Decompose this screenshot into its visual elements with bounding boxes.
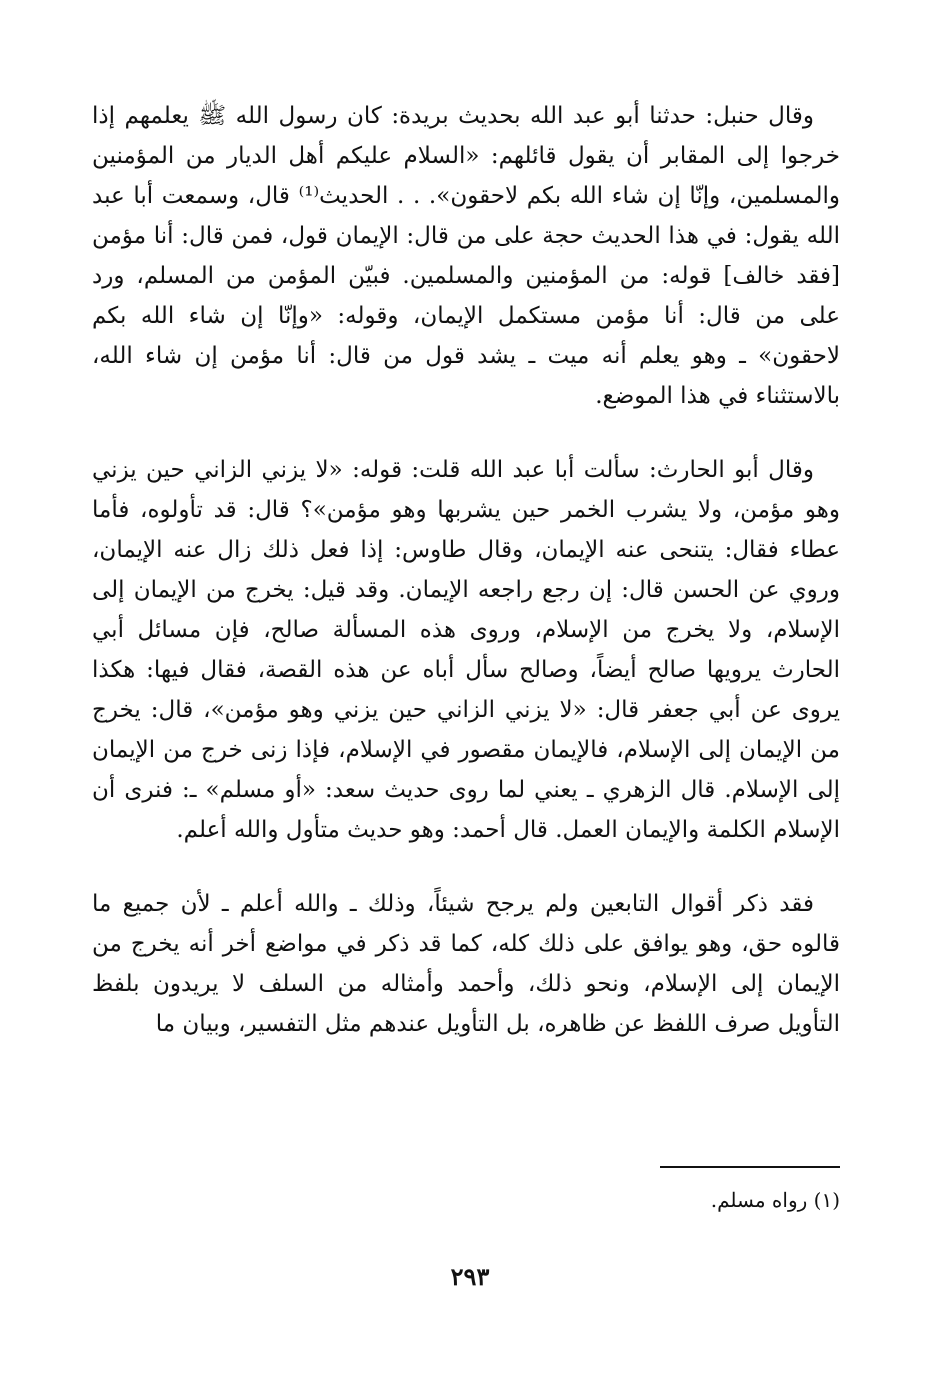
page-number: ٢٩٣	[450, 1262, 490, 1291]
paragraph-spacer	[92, 850, 840, 884]
footnote-separator	[660, 1166, 840, 1168]
footnote: (١) رواه مسلم.	[710, 1188, 840, 1212]
paragraph-hanbal: وقال حنبل: حدثنا أبو عبد الله بحديث بريدة: كان رسول الله ﷺ يعلمهم إذا خرجوا إلى المقابر أن يقول قائلهم: «السلام عليكم أهل الديار من المؤمنين والمسلمين، وإنّا إن شاء الله بكم لاحقون». . . الحديث⁽¹⁾ قال، وسمعت أبا عبد الله يقول: في هذا الحديث حجة على من قال: الإيمان قول، فمن قال: أنا مؤمن [فقد خالف] قوله: من المؤمنين والمسلمين. فبيّن المؤمن من المسلم، ورد على من قال: أنا مؤمن مستكمل الإيمان، وقوله: «وإنّا إن شاء الله بكم لاحقون» ـ وهو يعلم أنه ميت ـ يشد قول من قال: أنا مؤمن إن شاء الله، بالاستثناء في هذا الموضع.	[92, 103, 840, 409]
paragraph-spacer	[92, 416, 840, 450]
paragraph-abu-al-harith: وقال أبو الحارث: سألت أبا عبد الله قلت: قوله: «لا يزني الزاني حين يزني وهو مؤمن، ولا يشرب الخمر حين يشربها وهو مؤمن»؟ قال: قد تأولوه، فأما عطاء فقال: يتنحى عنه الإيمان، وقال طاوس: إذا فعل ذلك زال عنه الإيمان، وروي عن الحسن قال: إن رجع راجعه الإيمان. وقد قيل: يخرج من الإيمان إلى الإسلام، ولا يخرج من الإسلام، وروى هذه المسألة صالح، فإن مسائل أبي الحارث يرويها صالح أيضاً، وصالح سأل أباه عن هذه القصة، فقال فيها: هكذا يروى عن أبي جعفر قال: «لا يزني الزاني حين يزني وهو مؤمن»، قال: يخرج من الإيمان إلى الإسلام، فالإيمان مقصور في الإسلام، فإذا زنى خرج من الإيمان إلى الإسلام. قال الزهري ـ يعني لما روى حديث سعد: «أو مسلم» ـ: فنرى أن الإسلام الكلمة والإيمان العمل. قال أحمد: وهو حديث متأول والله أعلم.	[92, 457, 840, 843]
paragraph-tabieen: فقد ذكر أقوال التابعين ولم يرجح شيئاً، وذلك ـ والله أعلم ـ لأن جميع ما قالوه حق، وهو يوافق على ذلك كله، كما قد ذكر في مواضع أخر أنه يخرج من الإيمان إلى الإسلام، ونحو ذلك، وأحمد وأمثاله من السلف لا يريدون بلفظ التأويل صرف اللفظ عن ظاهره، بل التأويل عندهم مثل التفسير، وبيان ما	[92, 891, 840, 1037]
page-body	[92, 96, 840, 1044]
